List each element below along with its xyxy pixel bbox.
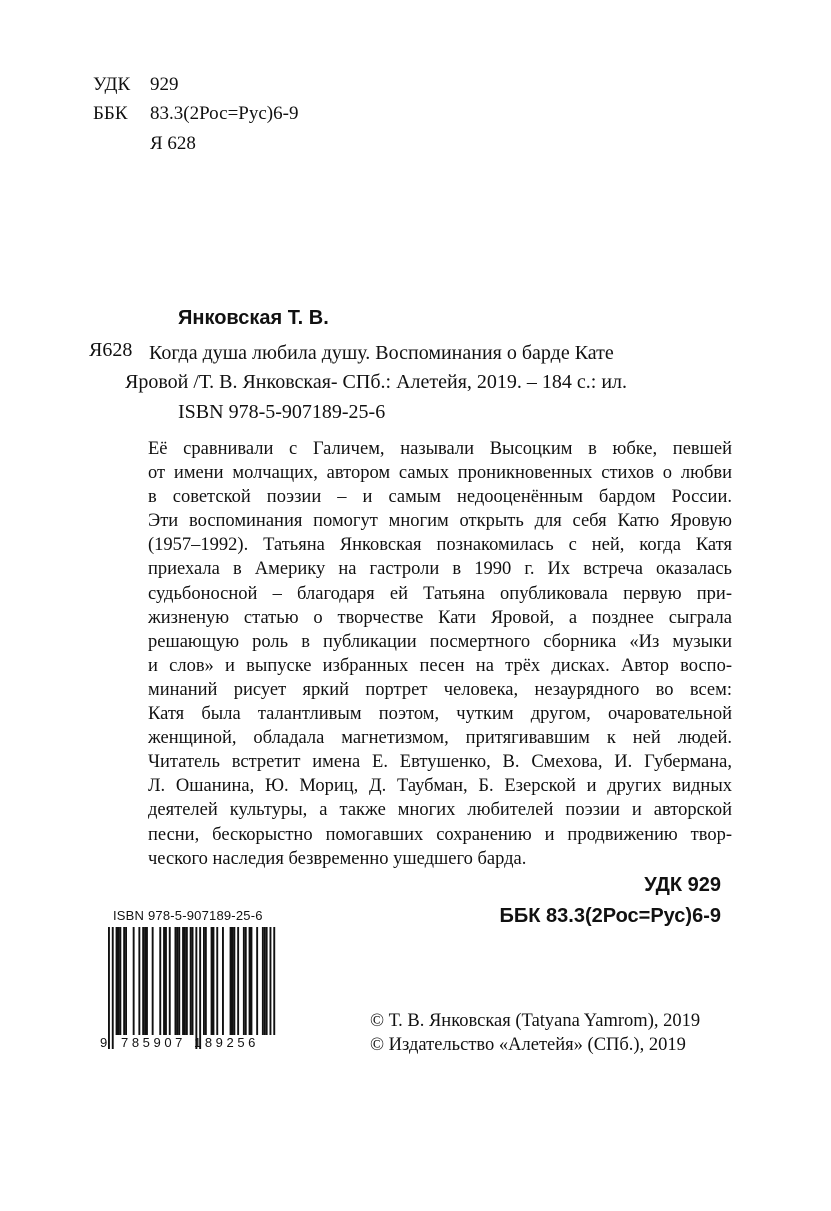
barcode-bar — [245, 927, 247, 1035]
barcode-bar — [230, 927, 232, 1035]
bbk-row — [0, 100, 400, 127]
annotation-line: Эти воспоминания помогут многим открыть для себя Катю Яровую — [148, 511, 732, 532]
author-mark-row — [0, 130, 400, 157]
annotation-line: судьбоносной – благодаря ей Татьяна опубликовала первую при- — [148, 583, 732, 604]
barcode-bar — [266, 927, 268, 1035]
barcode-bar — [176, 927, 178, 1035]
barcode-bar — [142, 927, 144, 1035]
barcode-bar — [133, 927, 135, 1035]
annotation-line: песни, бескорыстно помогавших сохранению и продвижению твор- — [148, 824, 732, 845]
annotation-paragraph — [148, 437, 732, 871]
barcode-bar — [251, 927, 253, 1035]
barcode-isbn-label: ISBN 978-5-907189-25-6 — [113, 908, 263, 923]
barcode-bar — [184, 927, 186, 1035]
barcode-bar — [213, 927, 215, 1035]
barcode-right-digits: 189256 — [194, 1035, 259, 1050]
barcode-bar — [249, 927, 251, 1035]
barcode-bar — [146, 927, 148, 1035]
barcode-bar — [112, 927, 114, 1049]
barcode-bar — [165, 927, 167, 1035]
annotation-line: женщиной, обладала магнетизмом, притягивавшим к ней людей. — [148, 728, 732, 749]
udk-value: 929 — [150, 74, 179, 95]
barcode-bar — [116, 927, 118, 1035]
annotation-line: минаний рисует яркий портрет человека, незаурядного во всем: — [148, 679, 732, 700]
bbk-key: ББК — [93, 103, 128, 124]
bbk-index: ББК 83.3(2Рос=Рус)6-9 — [499, 905, 721, 927]
barcode-bar — [152, 927, 154, 1035]
barcode-bar — [118, 927, 120, 1035]
barcode-bar — [232, 927, 234, 1035]
annotation-line: деятелей культуры, а также многих любителей поэзии и авторской — [148, 800, 732, 821]
barcode-bar — [243, 927, 245, 1035]
udk-key: УДК — [93, 74, 131, 95]
barcode-bar — [169, 927, 171, 1035]
barcode-bar — [270, 927, 272, 1035]
barcode-bar — [262, 927, 264, 1035]
barcode-bar — [159, 927, 161, 1035]
barcode-bar — [264, 927, 266, 1035]
annotation-line: от имени молчащих, автором самых проникновенных стихов о любви — [148, 463, 732, 484]
annotation-line: в советской поэзии – и самым недооценённым бардом России. — [148, 487, 732, 508]
annotation-line: Читатель встретит имена Е. Евтушенко, В. Смехова, И. Губермана, — [148, 752, 732, 773]
barcode-bar — [256, 927, 258, 1035]
entry-isbn: ISBN 978-5-907189-25-6 — [178, 401, 386, 423]
annotation-line: и слов» и выпуске избранных песен на трёх дисках. Автор воспо- — [148, 655, 732, 676]
barcode-bar — [211, 927, 213, 1035]
annotation-line: решающую роль в публикации посмертного сборника «Из музыки — [148, 631, 732, 652]
barcode-bar — [203, 927, 205, 1035]
barcode-bar — [186, 927, 188, 1035]
barcode-lead-digit: 9 — [100, 1035, 108, 1050]
barcode-bar — [199, 927, 201, 1049]
copyright-author: © Т. В. Янковская (Tatyana Yamrom), 2019 — [370, 1011, 701, 1031]
barcode-bar — [178, 927, 180, 1035]
barcode-bar — [144, 927, 146, 1035]
barcode-bar — [205, 927, 207, 1035]
copyright-publisher: © Издательство «Алетейя» (СПб.), 2019 — [370, 1035, 686, 1055]
barcode-bar — [125, 927, 127, 1035]
annotation-line: Л. Ошанина, Ю. Мориц, Д. Таубман, Б. Езерской и других видных — [148, 776, 732, 797]
annotation-line: (1957–1992). Татьяна Янковская познакомилась с ней, когда Катя — [148, 535, 732, 556]
udk-row — [0, 71, 400, 98]
barcode-bar — [195, 927, 197, 1049]
bbk-value: 83.3(2Рос=Рус)6-9 — [150, 103, 299, 124]
entry-title-line-2: Яровой /Т. В. Янковская- СПб.: Алетейя, 2019. – 184 с.: ил. — [125, 371, 628, 393]
barcode-bar — [237, 927, 239, 1035]
barcode-left-digits: 785907 — [121, 1035, 186, 1050]
barcode-bar — [119, 927, 121, 1035]
annotation-line: приехала в Америку на гастроли в 1990 г. Их встреча оказалась — [148, 559, 732, 580]
barcode-bar — [190, 927, 192, 1035]
barcode-bar — [138, 927, 140, 1035]
entry-title-line-1: Когда душа любила душу. Воспоминания о барде Кате — [149, 342, 614, 364]
barcode-bar — [192, 927, 194, 1035]
barcode-bar — [216, 927, 218, 1035]
annotation-line: Катя была талантливым поэтом, чутким другом, очаровательной — [148, 704, 732, 725]
annotation-line: ческого наследия безвременно ушедшего барда. — [148, 848, 527, 869]
annotation-line: Её сравнивали с Галичем, называли Высоцким в юбке, певшей — [148, 439, 732, 459]
barcode-bar — [182, 927, 184, 1035]
barcode-bar — [108, 927, 110, 1049]
entry-author: Янковская Т. В. — [178, 307, 329, 329]
barcode-bar — [222, 927, 224, 1035]
author-mark-value: Я 628 — [150, 133, 196, 154]
barcode-bar — [273, 927, 275, 1035]
barcode-bar — [123, 927, 125, 1035]
barcode-bar — [175, 927, 177, 1035]
udk-index: УДК 929 — [644, 874, 721, 896]
entry-author-mark: Я628 — [89, 339, 133, 361]
barcode-bar — [163, 927, 165, 1035]
barcode-bar — [233, 927, 235, 1035]
annotation-line: жизненую статью о творчестве Кати Яровой, а позднее сыграла — [148, 607, 732, 628]
